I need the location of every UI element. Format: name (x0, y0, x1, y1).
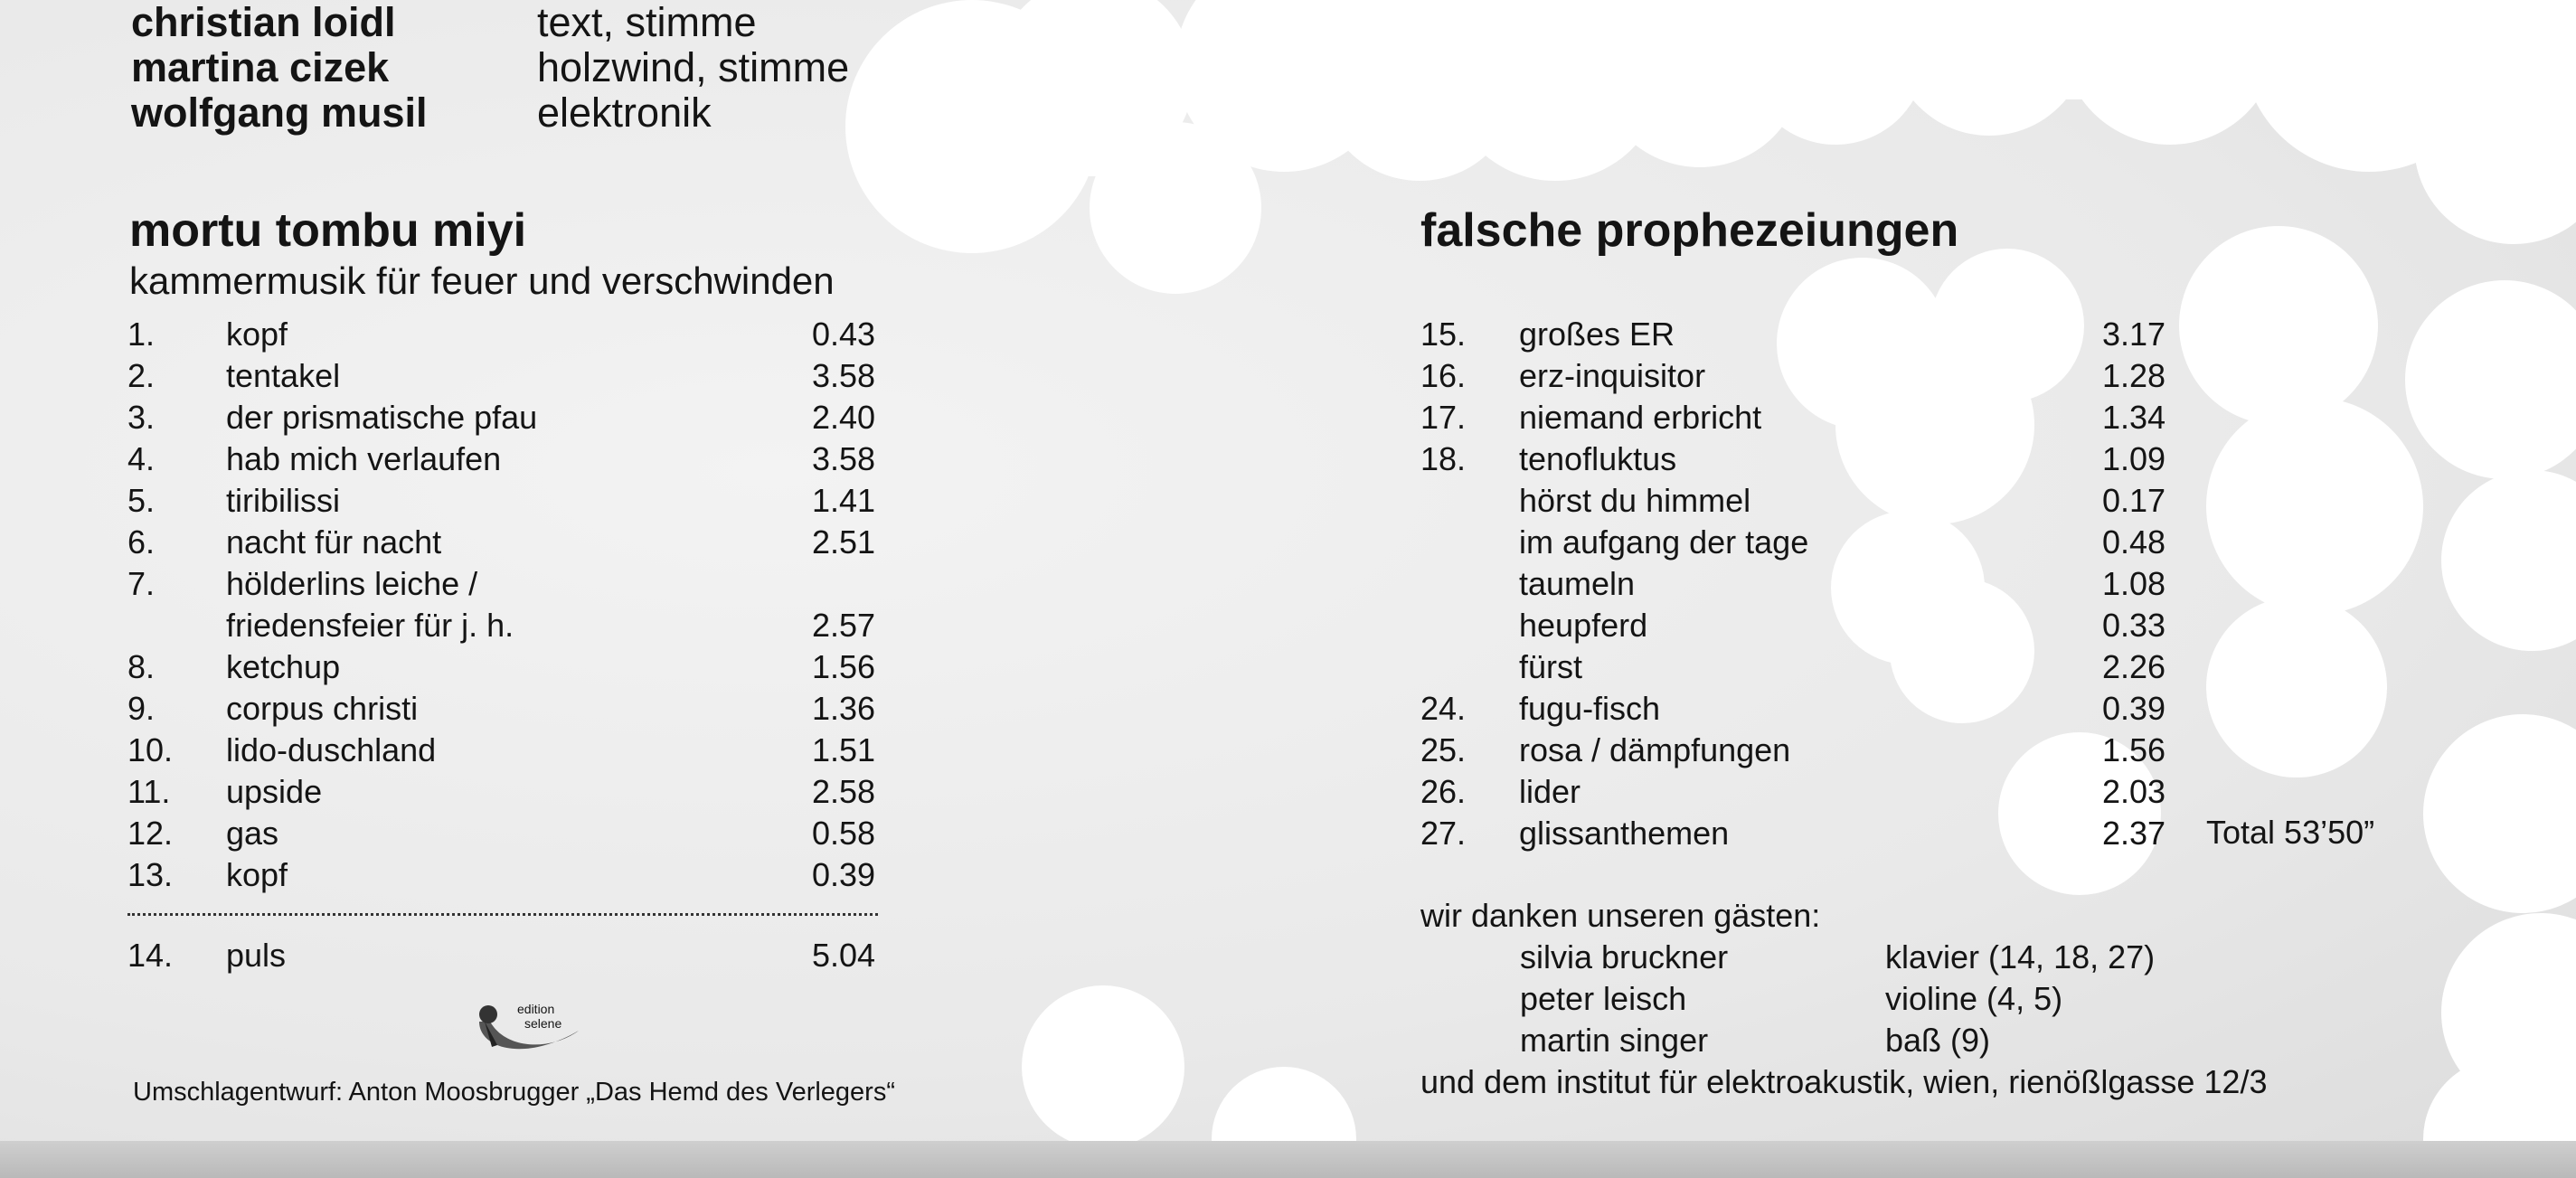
track-duration: 0.39 (2102, 690, 2166, 727)
track-title: niemand erbricht (1519, 399, 1762, 436)
track-row (127, 314, 896, 355)
track-duration: 1.34 (2102, 399, 2166, 436)
credit-name: wolfgang musil (131, 90, 428, 136)
track-duration: 0.58 (812, 815, 876, 852)
track-number: 25. (1420, 731, 1467, 768)
track-row (1420, 813, 2189, 854)
album1-title: mortu tombu miyi (129, 204, 527, 257)
track-row (1420, 771, 2189, 813)
track-title: lider (1519, 773, 1581, 810)
track-title: erz-inquisitor (1519, 357, 1706, 394)
track-number: 13. (127, 856, 174, 893)
track-row (127, 813, 896, 854)
logo-line2: selene (524, 1016, 562, 1031)
track-row (127, 522, 896, 563)
track-duration: 0.17 (2102, 482, 2166, 519)
track-title: gas (226, 815, 279, 852)
track-row (1420, 314, 2189, 355)
track-number: 24. (1420, 690, 1467, 727)
track-row-bonus (127, 935, 896, 976)
guest-role: klavier (14, 18, 27) (1885, 938, 2156, 975)
track-duration: 5.04 (812, 937, 876, 974)
track-number: 15. (1420, 316, 1467, 353)
track-duration: 1.56 (812, 648, 876, 685)
track-title: kopf (226, 856, 288, 893)
track-duration: 1.08 (2102, 565, 2166, 602)
cover-credit: Umschlagentwurf: Anton Moosbrugger „Das Hemd des Verlegers“ (133, 1078, 895, 1107)
track-number: 1. (127, 316, 156, 353)
track-row (1420, 688, 2189, 730)
credit-name: martina cizek (131, 44, 390, 90)
track-row (1420, 355, 2189, 397)
track-duration: 3.58 (812, 357, 876, 394)
track-row (127, 438, 896, 480)
track-number: 17. (1420, 399, 1467, 436)
track-number: 26. (1420, 773, 1467, 810)
track-row (1420, 438, 2189, 480)
track-title: glissanthemen (1519, 815, 1730, 852)
track-row (127, 605, 896, 646)
track-title: fürst (1519, 648, 1583, 685)
track-title: tentakel (226, 357, 341, 394)
track-duration: 1.28 (2102, 357, 2166, 394)
album2-tracklist (1420, 314, 2189, 856)
track-duration: 0.33 (2102, 607, 2166, 644)
track-title: rosa / dämpfungen (1519, 731, 1791, 768)
track-row (1420, 522, 2189, 563)
album2-title: falsche prophezeiungen (1420, 204, 1959, 257)
track-row (127, 563, 896, 605)
track-row (1420, 397, 2189, 438)
credit-name: christian loidl (131, 0, 396, 45)
track-duration: 2.03 (2102, 773, 2166, 810)
track-duration: 1.36 (812, 690, 876, 727)
track-title: tiribilissi (226, 482, 340, 519)
guest-name: silvia bruckner (1520, 938, 1729, 975)
thanks-intro: wir danken unseren gästen: (1420, 897, 1821, 934)
track-title: taumeln (1519, 565, 1636, 602)
track-row (1420, 730, 2189, 771)
track-number: 11. (127, 773, 171, 810)
track-number: 16. (1420, 357, 1467, 394)
track-title: puls (226, 937, 287, 974)
credit-role: holzwind, stimme (537, 44, 850, 90)
track-divider (127, 913, 878, 916)
track-row (1420, 605, 2189, 646)
paper-bottom-edge (0, 1141, 2576, 1178)
track-row (127, 646, 896, 688)
credit-role: elektronik (537, 90, 712, 136)
track-duration: 1.09 (2102, 440, 2166, 477)
track-duration: 2.40 (812, 399, 876, 436)
track-number: 12. (127, 815, 174, 852)
track-title: hörst du himmel (1519, 482, 1751, 519)
track-title: nacht für nacht (226, 523, 442, 561)
track-title: hölderlins leiche / (226, 565, 478, 602)
track-number: 5. (127, 482, 156, 519)
track-number: 18. (1420, 440, 1467, 477)
track-row (1420, 646, 2189, 688)
track-title: der prismatische pfau (226, 399, 538, 436)
track-title: heupferd (1519, 607, 1648, 644)
track-row (1420, 563, 2189, 605)
track-title: fugu-fisch (1519, 690, 1661, 727)
guest-role: baß (9) (1885, 1022, 1991, 1059)
track-title: kopf (226, 316, 288, 353)
track-title: tenofluktus (1519, 440, 1677, 477)
track-number: 10. (127, 731, 174, 768)
track-number: 9. (127, 690, 156, 727)
track-duration: 3.17 (2102, 316, 2166, 353)
guest-name: peter leisch (1520, 980, 1687, 1017)
track-title: corpus christi (226, 690, 419, 727)
credit-role: text, stimme (537, 0, 757, 45)
track-row (127, 397, 896, 438)
track-duration: 1.56 (2102, 731, 2166, 768)
track-row (127, 355, 896, 397)
track-title: hab mich verlaufen (226, 440, 502, 477)
track-number: 6. (127, 523, 156, 561)
album1-tracklist (127, 314, 896, 910)
track-title: im aufgang der tage (1519, 523, 1809, 561)
track-title: friedensfeier für j. h. (226, 607, 514, 644)
track-duration: 0.39 (812, 856, 876, 893)
edition-selene-logo (470, 994, 588, 1062)
track-duration: 0.43 (812, 316, 876, 353)
track-row (127, 771, 896, 813)
track-number: 3. (127, 399, 156, 436)
track-title: ketchup (226, 648, 341, 685)
track-duration: 3.58 (812, 440, 876, 477)
track-duration: 2.26 (2102, 648, 2166, 685)
track-title: upside (226, 773, 323, 810)
total-duration: Total 53’50” (2206, 814, 2375, 851)
track-duration: 0.48 (2102, 523, 2166, 561)
album1-subtitle: kammermusik für feuer und verschwinden (129, 259, 835, 302)
logo-line1: edition (517, 1002, 555, 1016)
track-number: 8. (127, 648, 156, 685)
track-duration: 2.51 (812, 523, 876, 561)
track-row (1420, 480, 2189, 522)
track-number: 4. (127, 440, 156, 477)
track-duration: 1.51 (812, 731, 876, 768)
track-title: großes ER (1519, 316, 1675, 353)
track-duration: 2.58 (812, 773, 876, 810)
track-row (127, 480, 896, 522)
track-number: 14. (127, 937, 174, 974)
guest-role: violine (4, 5) (1885, 980, 2063, 1017)
guest-name: martin singer (1520, 1022, 1709, 1059)
track-number: 2. (127, 357, 156, 394)
track-duration: 2.37 (2102, 815, 2166, 852)
track-row (127, 730, 896, 771)
track-row (127, 688, 896, 730)
track-duration: 2.57 (812, 607, 876, 644)
track-title: lido-duschland (226, 731, 437, 768)
track-row (127, 854, 896, 896)
track-duration: 1.41 (812, 482, 876, 519)
track-number: 27. (1420, 815, 1467, 852)
track-number: 7. (127, 565, 156, 602)
thanks-outro: und dem institut für elektroakustik, wien, rienößlgasse 12/3 (1420, 1063, 2268, 1100)
